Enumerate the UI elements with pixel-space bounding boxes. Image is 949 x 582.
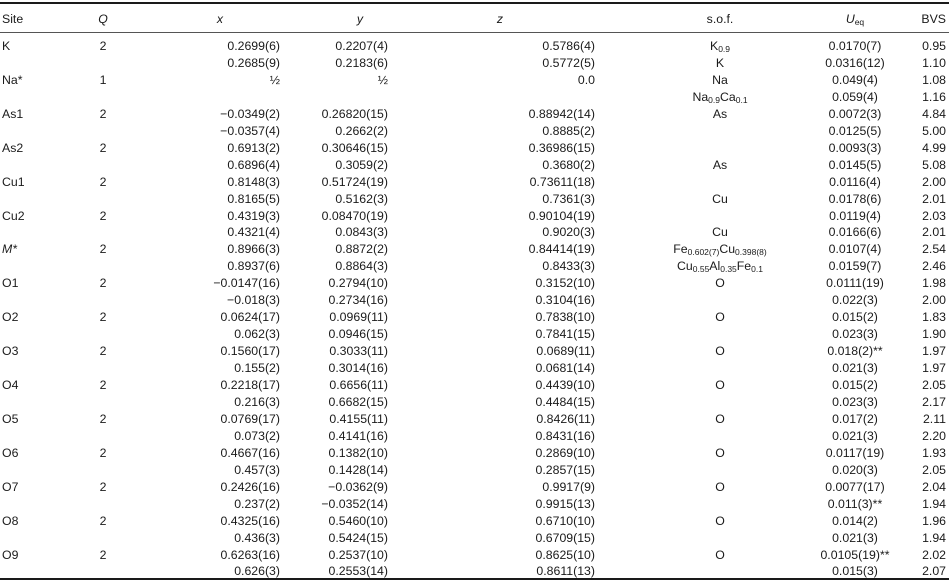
table-row [0,257,949,275]
cell-sof [635,308,805,326]
cell-ueq: 0.0145(5) [828,157,882,172]
cell-y: 0.5460(10) [328,513,388,528]
cell-y: 0.8872(2) [335,242,388,257]
cell-ueq: 0.0159(7) [828,259,882,274]
cell-z: 0.8625(10) [535,547,595,562]
cell-ueq: 0.049(4) [832,72,878,87]
cell-q: 2 [99,140,107,155]
cell-x: 0.4319(3) [227,208,280,223]
cell-bvs: 2.46 [922,259,946,274]
sof-element: K [715,55,725,70]
cell-z: 0.9917(9) [542,479,595,494]
cell-x: −0.0349(2) [220,106,280,121]
cell-bvs: 2.54 [922,242,946,257]
cell-y: 0.2553(14) [328,564,388,579]
table-row [0,444,949,462]
cell-x: 0.216(3) [234,394,280,409]
cell-q: 2 [99,242,107,257]
cell-x: 0.155(2) [234,361,280,376]
cell-y: 0.2734(16) [328,293,388,308]
cell-ueq: 0.0107(4) [828,242,882,257]
cell-ueq: 0.0072(3) [828,106,882,121]
cell-q: 2 [99,479,107,494]
cell-sof [635,410,805,428]
sof-element: O [715,276,725,291]
cell-site: K [2,39,11,53]
cell-y: 0.3014(16) [328,361,388,376]
cell-z: 0.4484(15) [535,394,595,409]
sof-element: O [715,344,725,359]
sof-element: O [715,310,725,325]
cell-y: 0.2183(6) [335,55,388,70]
cell-x: 0.1560(17) [220,344,280,359]
cell-site: O3 [2,344,19,359]
cell-q: 2 [99,39,107,53]
cell-x: 0.6913(2) [227,140,280,155]
cell-bvs: 5.00 [922,123,946,138]
cell-ueq: 0.059(4) [832,89,878,104]
cell-sof [635,190,805,208]
cell-z: 0.7361(3) [542,191,595,206]
table-row [0,223,949,241]
cell-y: 0.5162(3) [335,191,388,206]
cell-x: 0.2426(16) [220,479,280,494]
sof-subscript: 0.1 [751,264,763,275]
cell-ueq: 0.0166(6) [828,225,882,240]
cell-z: 0.5786(4) [542,39,595,53]
cell-ueq: 0.0077(17) [825,479,885,494]
cell-ueq: 0.015(2) [832,378,878,392]
cell-ueq: 0.020(3) [832,462,878,477]
cell-sof [635,478,805,496]
cell-sof [635,105,805,123]
cell-site: O4 [2,378,19,392]
cell-z: 0.8426(11) [536,411,595,426]
cell-x: 0.8148(3) [227,174,280,189]
header-x: x [216,12,224,26]
cell-z: 0.90104(19) [528,208,595,223]
table-header-row [0,10,949,28]
cell-bvs: 2.03 [922,208,946,223]
table-row [0,325,949,343]
cell-y: −0.0362(9) [328,479,388,494]
header-site: Site [2,12,24,26]
cell-y: 0.30646(15) [321,140,388,155]
cell-y: −0.0352(14) [321,496,388,511]
cell-ueq: 0.0117(19) [825,445,885,460]
cell-site: O6 [2,445,19,460]
cell-x: 0.457(3) [234,462,280,477]
cell-sof [635,37,805,55]
cell-x: 0.8165(5) [227,191,280,206]
cell-ueq: 0.015(3) [832,564,878,579]
cell-bvs: 4.84 [922,106,946,121]
cell-z: 0.8611(13) [536,564,595,579]
table-row [0,88,949,106]
cell-sof [635,156,805,174]
cell-z: 0.36986(15) [528,140,595,155]
table-row [0,427,949,445]
cell-q: 2 [99,445,107,460]
cell-bvs: 2.02 [922,547,946,562]
table-row [0,359,949,377]
cell-y: 0.08470(19) [321,208,388,223]
cell-z: 0.8433(3) [542,259,595,274]
cell-q: 2 [99,208,107,223]
table-row [0,139,949,157]
table-row [0,393,949,411]
sof-element: Na [692,89,709,104]
sof-subscript: 0.9 [718,44,731,54]
table-top-rule [0,2,949,4]
cell-y: 0.1428(14) [328,462,388,477]
sof-element: O [715,513,725,528]
cell-z: 0.9020(3) [542,225,595,240]
sof-element: Cu [712,191,728,206]
cell-x: 0.4325(16) [220,513,280,528]
sof-element: Fe [736,259,752,274]
cell-x: 0.0624(17) [220,310,280,325]
cell-x: 0.2218(17) [220,378,280,392]
cell-x: −0.0147(16) [213,276,280,291]
cell-z: 0.5772(5) [542,55,595,70]
cell-x: 0.626(3) [234,564,280,579]
cell-q: 2 [99,276,107,291]
table-row [0,274,949,292]
cell-site: Cu1 [2,174,25,189]
table-row [0,546,949,564]
cell-sof [635,71,805,89]
cell-ueq: 0.011(3)** [827,496,883,511]
sof-subscript: 0.602(7) [687,247,720,258]
cell-z: 0.0689(11) [536,344,595,359]
cell-sof [635,274,805,292]
cell-x: 0.062(3) [234,327,280,342]
cell-site: O8 [2,513,19,528]
cell-y: 0.1382(10) [328,445,388,460]
cell-z: 0.4439(10) [535,378,595,392]
cell-q: 2 [99,344,107,359]
header-q: Q [98,12,108,26]
cell-ueq: 0.021(3) [832,428,878,443]
table-row [0,461,949,479]
cell-ueq: 0.014(2) [832,513,878,528]
cell-x: 0.6896(4) [227,157,280,172]
cell-z: 0.8885(2) [542,123,595,138]
cell-x: 0.237(2) [234,496,280,511]
cell-site: O1 [2,276,19,291]
cell-ueq: 0.0105(19)** [820,547,890,562]
cell-ueq: 0.0111(19) [826,276,884,291]
sof-element: O [715,378,725,392]
cell-bvs: 1.10 [922,55,946,70]
cell-bvs: 1.16 [922,89,946,104]
sof-subscript: 0.35 [720,264,737,275]
cell-ueq: 0.0093(3) [828,140,882,155]
cell-y: 0.51724(19) [321,174,388,189]
header-sof: s.o.f. [706,12,734,26]
table-header-rule [0,32,949,33]
table-row [0,495,949,513]
cell-x: 0.4321(4) [227,225,280,240]
cell-z: 0.0 [577,72,595,87]
cell-q: 2 [99,310,107,325]
cell-x: 0.073(2) [234,428,280,443]
cell-y: ½ [377,72,388,87]
cell-ueq: 0.022(3) [832,293,878,308]
cell-x: 0.436(3) [234,530,280,545]
cell-x: 0.2699(6) [227,39,280,53]
cell-z: 0.7838(10) [535,310,595,325]
sof-subscript: 0.9 [708,94,720,105]
cell-bvs: 2.01 [922,191,946,206]
cell-y: 0.3033(11) [329,344,388,359]
cell-bvs: 2.20 [922,428,946,443]
cell-sof [635,88,805,106]
cell-site: O9 [2,547,19,562]
cell-bvs: 5.08 [922,157,946,172]
cell-z: 0.88942(14) [528,106,595,121]
cell-z: 0.3152(10) [535,276,595,291]
table-row [0,291,949,309]
cell-q: 2 [99,174,107,189]
sof-element: As [712,157,728,172]
table-row [0,122,949,140]
cell-bvs: 2.05 [922,462,946,477]
table-row [0,240,949,258]
cell-ueq: 0.023(3) [832,394,878,409]
table-row [0,529,949,547]
header-ueq-main: U [845,12,855,26]
table-row [0,105,949,123]
cell-ueq: 0.021(3) [832,530,878,545]
table-row [0,71,949,89]
cell-z: 0.3104(16) [535,293,595,308]
cell-sof [635,54,805,72]
cell-site: O2 [2,310,19,325]
cell-bvs: 2.05 [922,378,946,392]
cell-bvs: 1.08 [922,72,946,87]
sof-element: Na [712,72,728,87]
cell-bvs: 1.98 [922,276,946,291]
cell-y: 0.2537(10) [328,547,388,562]
cell-z: 0.2869(10) [535,445,595,460]
cell-y: 0.5424(15) [328,530,388,545]
cell-bvs: 1.97 [922,344,946,359]
sof-element: Cu [677,259,693,274]
cell-ueq: 0.021(3) [832,361,878,376]
table-row [0,376,949,394]
cell-bvs: 1.93 [922,445,946,460]
cell-ueq: 0.023(3) [832,327,878,342]
cell-bvs: 1.83 [922,310,946,325]
cell-y: 0.6656(11) [329,378,388,392]
cell-q: 2 [99,547,107,562]
cell-bvs: 1.94 [922,496,946,511]
cell-site: O5 [2,411,19,426]
table-row [0,410,949,428]
sof-subscript: 0.55 [692,264,710,275]
cell-bvs: 1.94 [922,530,946,545]
sof-element: Fe [673,242,688,257]
cell-z: 0.3680(2) [542,157,595,172]
cell-x: 0.0769(17) [220,411,280,426]
cell-bvs: 2.04 [922,479,946,494]
sof-element: Cu [719,242,736,257]
sof-element: O [715,411,725,426]
cell-y: 0.6682(15) [328,394,388,409]
cell-site: Cu2 [2,208,25,223]
cell-x: ½ [269,72,280,87]
sof-element: O [715,547,725,562]
cell-site: Na* [2,72,23,87]
header-z: z [496,12,504,26]
cell-z: 0.73611(18) [529,174,595,189]
cell-ueq: 0.0170(7) [828,39,882,53]
cell-q: 1 [99,72,107,87]
cell-bvs: 2.00 [922,293,946,308]
cell-y: 0.0843(3) [335,225,388,240]
sof-element: Cu [712,225,728,240]
sof-element: As [712,106,728,121]
cell-ueq: 0.0119(4) [829,208,881,223]
cell-sof [635,223,805,241]
table-row [0,37,949,55]
cell-y: 0.8864(3) [335,259,388,274]
table-row [0,173,949,191]
cell-sof [635,257,805,275]
cell-sof [635,240,805,258]
cell-y: 0.2662(2) [335,123,388,138]
table-row [0,512,949,530]
cell-ueq: 0.0116(4) [829,174,881,189]
cell-ueq: 0.018(2)** [827,344,883,359]
cell-x: 0.4667(16) [220,445,280,460]
cell-y: 0.26820(15) [321,106,388,121]
cell-z: 0.2857(15) [535,462,595,477]
cell-site: M* [2,242,18,257]
cell-y: 0.4141(16) [328,428,388,443]
cell-ueq: 0.0316(12) [825,55,885,70]
cell-bvs: 2.01 [922,225,946,240]
sof-element: O [715,479,725,494]
cell-ueq: 0.0125(5) [828,123,882,138]
cell-z: 0.6710(10) [535,513,595,528]
cell-z: 0.84414(19) [528,242,595,257]
cell-y: 0.3059(2) [335,157,388,172]
sof-element: K [709,39,719,53]
table-row [0,342,949,360]
cell-bvs: 2.07 [922,564,946,579]
cell-sof [635,512,805,530]
cell-z: 0.7841(15) [535,327,595,342]
cell-q: 2 [99,513,107,528]
cell-bvs: 0.95 [922,39,946,53]
cell-x: 0.8966(3) [227,242,280,257]
cell-site: As1 [2,106,24,121]
cell-site: As2 [2,140,24,155]
cell-bvs: 2.11 [922,411,946,426]
cell-ueq: 0.0178(6) [828,191,882,206]
cell-ueq: 0.015(2) [832,310,878,325]
cell-z: 0.8431(16) [535,428,595,443]
cell-x: −0.0357(4) [220,123,280,138]
table-row [0,478,949,496]
table-row [0,156,949,174]
table-row [0,190,949,208]
header-bvs: BVS [921,12,946,26]
cell-bvs: 2.17 [922,394,946,409]
cell-y: 0.2207(4) [335,39,388,53]
table-row [0,308,949,326]
cell-y: 0.4155(11) [329,411,388,426]
cell-bvs: 1.96 [922,513,946,528]
cell-x: 0.8937(6) [227,259,280,274]
cell-q: 2 [99,378,107,392]
cell-y: 0.0969(11) [329,310,388,325]
cell-sof [635,546,805,564]
table-bottom-rule [0,578,949,580]
cell-y: 0.0946(15) [328,327,388,342]
cell-q: 2 [99,411,107,426]
cell-q: 2 [99,106,107,121]
header-ueq-sub: eq [854,17,865,27]
cell-x: 0.6263(16) [220,547,280,562]
cell-z: 0.0681(14) [535,361,595,376]
cell-bvs: 2.00 [922,174,946,189]
sof-subscript: 0.398(8) [735,247,767,258]
cell-sof [635,444,805,462]
sof-subscript: 0.1 [735,94,748,105]
table-row [0,207,949,225]
cell-bvs: 1.97 [922,361,946,376]
header-y: y [356,12,364,26]
cell-ueq: 0.017(2) [832,411,878,426]
cell-x: −0.018(3) [227,293,280,308]
cell-z: 0.9915(13) [535,496,595,511]
sof-element: Ca [720,89,736,104]
cell-x: 0.2685(9) [227,55,280,70]
cell-sof [635,342,805,360]
cell-bvs: 1.90 [922,327,946,342]
sof-element: O [715,445,725,460]
cell-bvs: 4.99 [922,140,946,155]
table-row [0,54,949,72]
cell-site: O7 [2,479,19,494]
cell-z: 0.6709(15) [535,530,595,545]
cell-sof [635,376,805,394]
sof-element: Al [709,259,721,274]
cell-y: 0.2794(10) [328,276,388,291]
